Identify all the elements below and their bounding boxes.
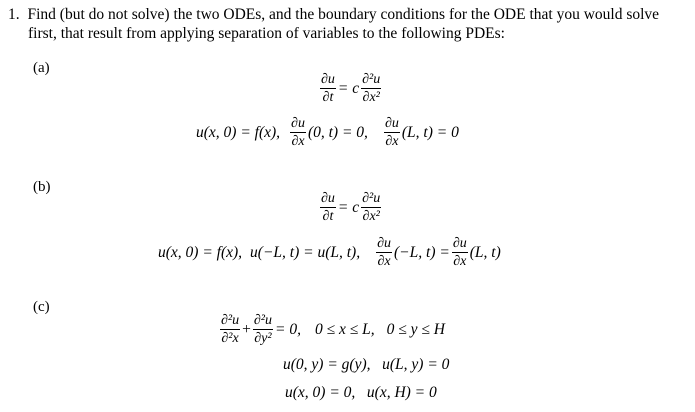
part-c-term1: $\frac{\text{∂²u}}{\text{∂²x}}$ [221,313,240,346]
part-c-bc-line-1: u(0, y) = g(y), u(L, y) = 0 [283,356,450,373]
part-b-bc2-derivative: $\frac{\partial u}{\partial x}$ [377,236,392,269]
part-c-domain-x: 0 ≤ x ≤ L, [314,320,375,338]
part-a-pde [318,72,383,105]
part-a-initial-condition: u(x, 0) = f(x), [196,123,281,141]
problem-statement-line-2 [28,25,505,43]
part-a-bc1: (0, t) = 0, [307,123,368,141]
part-c-plus: + [242,320,251,338]
part-a-bc2-derivative: $\frac{\partial u}{\partial x}$ [384,116,399,149]
part-b-initial-condition: u(x, 0) = f(x), [158,243,243,261]
part-b-bc1: u(−L, t) = u(L, t), [250,243,361,261]
part-a-bc1-derivative: $\frac{\partial u}{\partial x}$ [291,116,305,149]
part-b-label: (b) [33,179,51,195]
part-c-pde [218,313,445,346]
part-a-label: (a) [33,60,50,76]
part-b-bc3: (L, t) [469,243,501,261]
part-a-conditions [196,116,459,149]
problem-text-line-1: Find (but do not solve) the two ODEs, and the boundary conditions for the ODE that you would solve [27,6,660,23]
part-b-pde-equals: = c [337,198,360,216]
part-c-domain-y: 0 ≤ y ≤ H [386,320,445,338]
part-c-bc-line-2: u(x, 0) = 0, u(x, H) = 0 [285,384,437,401]
part-b-pde-lhs: $\frac{\partial u}{\partial t}$ [321,191,335,224]
part-b-bc3-derivative: $\frac{\partial u}{\partial x}$ [452,236,467,269]
part-c-equals-zero: = 0, [275,320,301,338]
part-a-bc2: (L, t) = 0 [401,123,459,141]
part-c-term2: $\frac{\text{∂²u}}{\text{∂y²}}$ [253,313,272,346]
problem-text-line-2: first, that result from applying separation of variables to the following PDEs: [28,25,505,42]
part-b-pde [318,191,383,224]
part-b-pde-rhs: $\frac{\text{∂²u}}{\text{∂x²}}$ [362,191,381,224]
part-a-pde-lhs: $\frac{\partial u}{\partial t}$ [321,72,335,105]
part-c-label: (c) [33,299,50,315]
part-b-bc2: (−L, t) = [394,243,450,261]
problem-statement-line-1 [8,6,659,24]
part-a-pde-rhs: $\frac{\text{∂²u}}{\text{∂x²}}$ [362,72,381,105]
part-b-conditions [158,236,501,269]
problem-number: 1. [8,6,20,23]
part-a-pde-equals: = c [337,79,360,97]
